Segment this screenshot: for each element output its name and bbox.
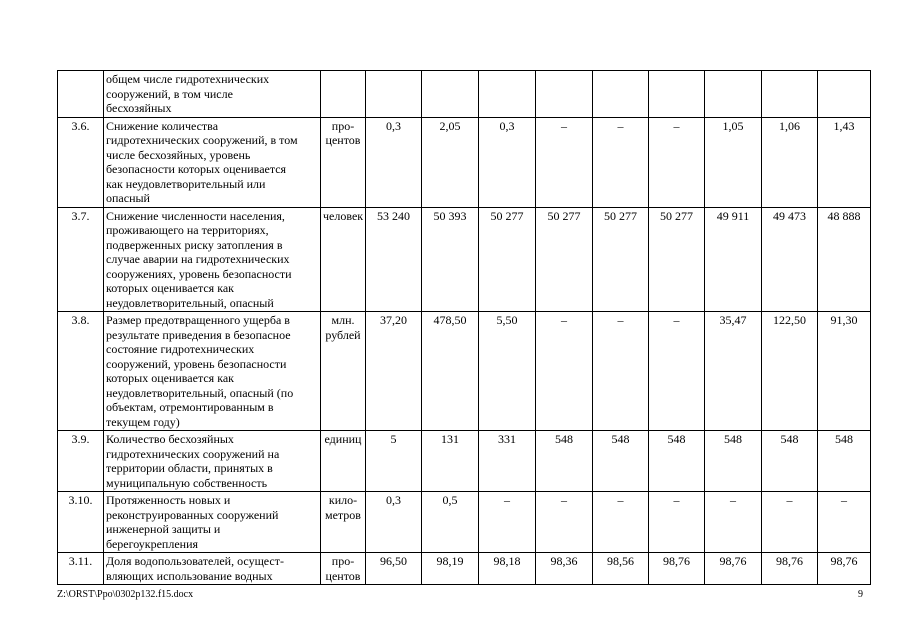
value-cell: 91,30 [818,312,871,431]
value-cell: 548 [762,431,818,492]
indicator-name: Размер предотвращенного ущерба в результате приведения в безопасное состояние гидротехнических сооружений, уровень безопасности которых оценивается как неудовлетворительный, опасный (по объектам, отремонтированным в текущем году) [104,312,321,431]
value-cell: – [649,312,705,431]
value-cell: 50 277 [479,207,536,312]
value-cell: – [649,117,705,207]
row-number: 3.9. [58,431,104,492]
value-cell: – [536,312,593,431]
value-cell: 131 [422,431,479,492]
value-cell: 98,18 [479,553,536,585]
unit-cell: кило- метров [321,492,366,553]
value-cell [649,71,705,118]
value-cell: – [479,492,536,553]
indicator-name: Снижение количества гидротехнических сооружений, в том числе бесхозяйных, уровень безопасности которых оценивается как неудовлетворительный или опасный [104,117,321,207]
unit-cell: единиц [321,431,366,492]
value-cell [762,71,818,118]
value-cell: 1,43 [818,117,871,207]
table-row [58,312,871,431]
row-number: 3.8. [58,312,104,431]
value-cell: 98,36 [536,553,593,585]
value-cell: 1,06 [762,117,818,207]
value-cell: 0,5 [422,492,479,553]
unit-cell: про- центов [321,117,366,207]
value-cell: 5,50 [479,312,536,431]
value-cell [536,71,593,118]
indicator-name: общем числе гидротехнических сооружений, в том числе бесхозяйных [104,71,321,118]
table-row [58,553,871,585]
value-cell: 50 277 [593,207,649,312]
value-cell: 2,05 [422,117,479,207]
value-cell: 98,56 [593,553,649,585]
value-cell: – [536,492,593,553]
value-cell: 98,76 [818,553,871,585]
value-cell: 50 277 [649,207,705,312]
indicators-table [57,70,871,585]
value-cell: – [593,312,649,431]
value-cell: 49 911 [705,207,762,312]
table-row [58,117,871,207]
value-cell: 548 [705,431,762,492]
value-cell [366,71,422,118]
row-number [58,71,104,118]
table-row [58,492,871,553]
value-cell: 37,20 [366,312,422,431]
value-cell: 50 393 [422,207,479,312]
value-cell: 0,3 [479,117,536,207]
value-cell [593,71,649,118]
value-cell: 48 888 [818,207,871,312]
value-cell: 96,50 [366,553,422,585]
value-cell: 35,47 [705,312,762,431]
row-number: 3.7. [58,207,104,312]
table-row [58,207,871,312]
footer-file-path: Z:\ORST\Ppo\0302p132.f15.docx [57,589,194,600]
value-cell: – [593,117,649,207]
value-cell: 548 [536,431,593,492]
value-cell: – [649,492,705,553]
page-number: 9 [858,589,863,600]
value-cell: 49 473 [762,207,818,312]
table-body [58,71,871,585]
indicator-name: Снижение численности населения, проживающего на территориях, подверженных риску затопления в случае аварии на гидротехнических сооружениях, уровень безопасности которых оценивается как неудовлетворительный, опасный [104,207,321,312]
value-cell: 50 277 [536,207,593,312]
indicator-name: Доля водопользователей, осущест- вляющих использование водных [104,553,321,585]
indicator-name: Количество бесхозяйных гидротехнических сооружений на территории области, принятых в муниципальную собственность [104,431,321,492]
value-cell: 548 [593,431,649,492]
unit-cell: человек [321,207,366,312]
value-cell: – [818,492,871,553]
row-number: 3.6. [58,117,104,207]
value-cell: 98,19 [422,553,479,585]
value-cell: 1,05 [705,117,762,207]
value-cell: – [705,492,762,553]
value-cell: 548 [649,431,705,492]
value-cell: – [536,117,593,207]
value-cell: 5 [366,431,422,492]
value-cell: – [593,492,649,553]
value-cell: 0,3 [366,492,422,553]
table-row [58,71,871,118]
value-cell: 98,76 [705,553,762,585]
row-number: 3.11. [58,553,104,585]
value-cell: 0,3 [366,117,422,207]
value-cell: – [762,492,818,553]
value-cell: 331 [479,431,536,492]
value-cell: 548 [818,431,871,492]
value-cell: 98,76 [762,553,818,585]
value-cell [705,71,762,118]
value-cell: 478,50 [422,312,479,431]
unit-cell: млн. рублей [321,312,366,431]
value-cell [422,71,479,118]
value-cell: 53 240 [366,207,422,312]
value-cell: 122,50 [762,312,818,431]
unit-cell [321,71,366,118]
row-number: 3.10. [58,492,104,553]
unit-cell: про- центов [321,553,366,585]
table-row [58,431,871,492]
value-cell [479,71,536,118]
value-cell [818,71,871,118]
indicator-name: Протяженность новых и реконструированных сооружений инженерной защиты и берегоукрепления [104,492,321,553]
value-cell: 98,76 [649,553,705,585]
